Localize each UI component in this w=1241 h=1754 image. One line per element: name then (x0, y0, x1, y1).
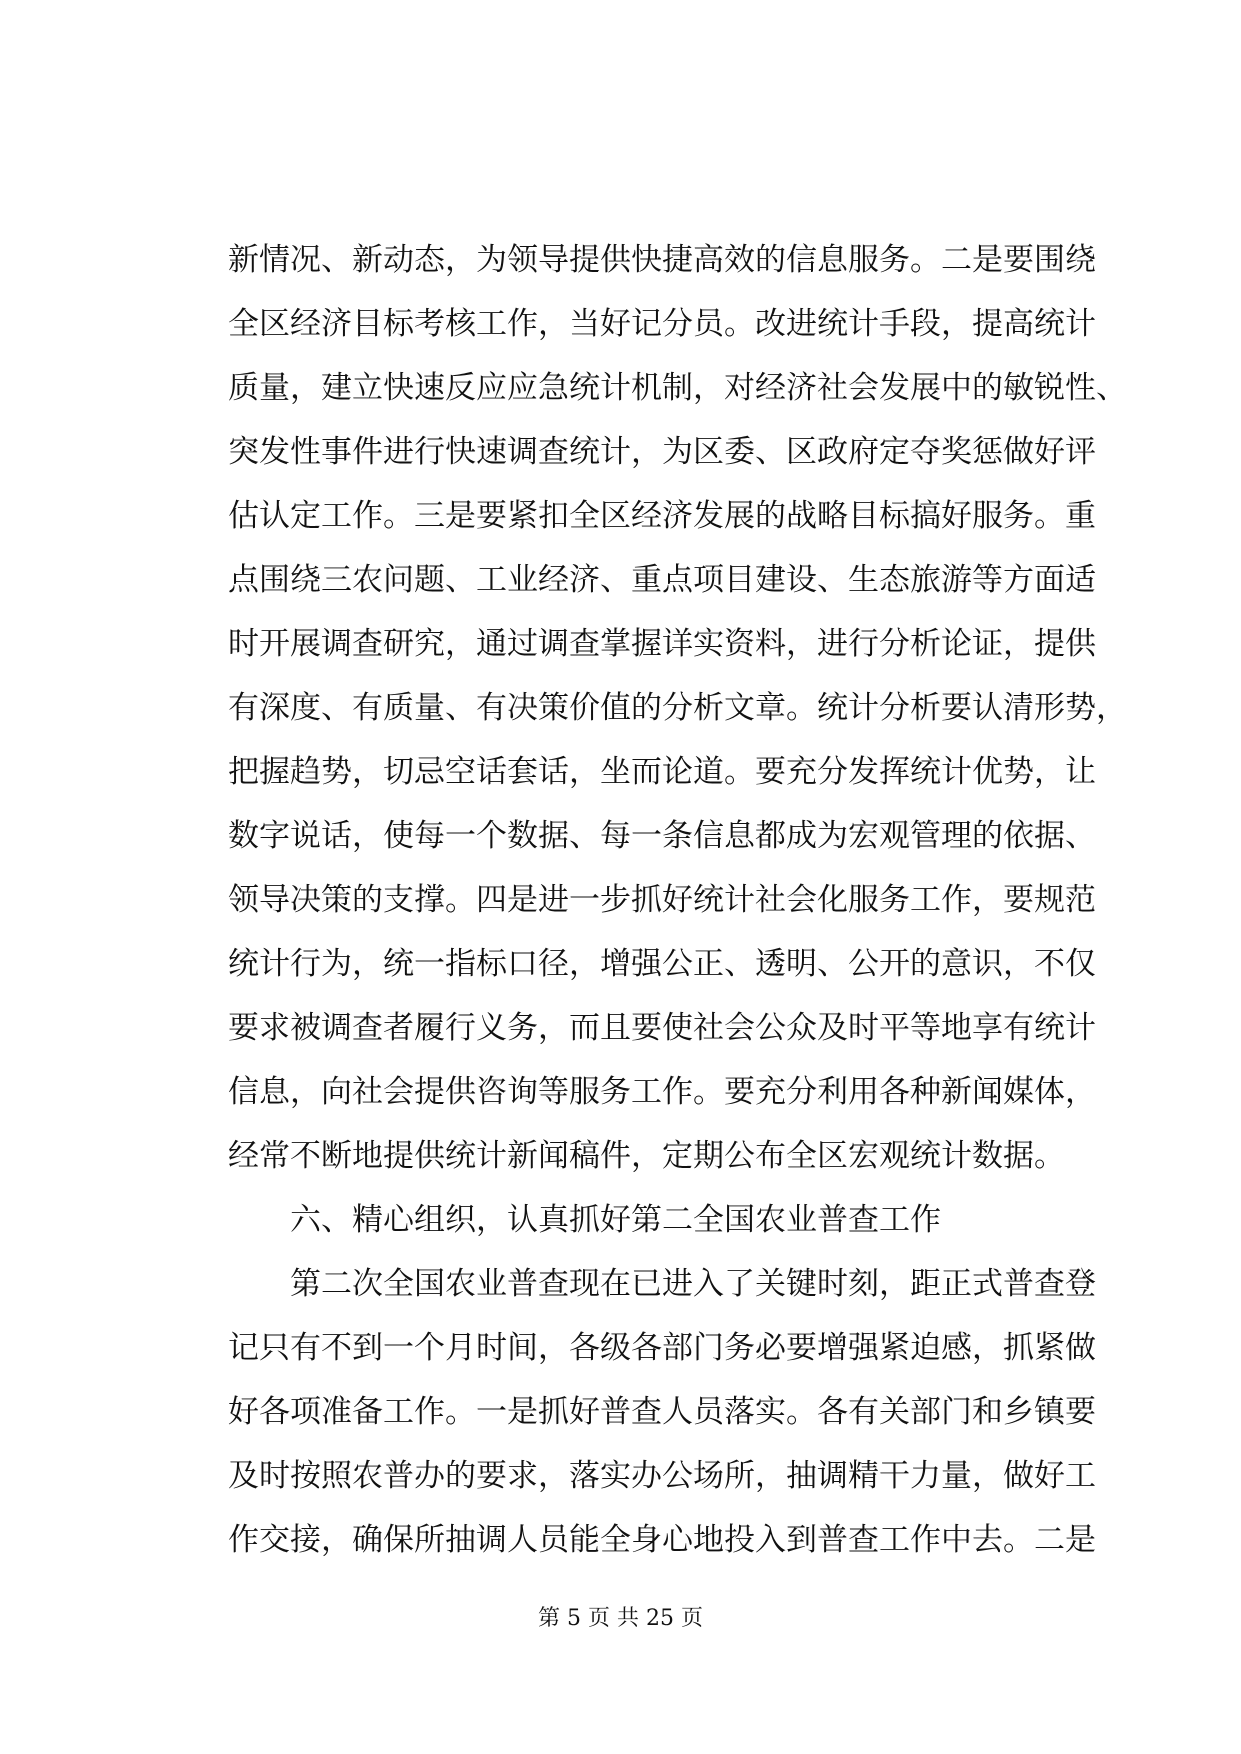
text-line: 记只有不到一个月时间，各级各部门务必要增强紧迫感，抓紧做 (228, 1330, 1096, 1366)
text-line: 统计行为，统一指标口径，增强公正、透明、公开的意识，不仅 (228, 946, 1096, 982)
text-line: 数字说话，使每一个数据、每一条信息都成为宏观管理的依据、 (228, 818, 1096, 854)
page-number: 第 5 页 共 25 页 (538, 1606, 703, 1631)
text-line: 要求被调查者履行义务，而且要使社会公众及时平等地享有统计 (228, 1010, 1096, 1046)
section-heading: 六、精心组织，认真抓好第二全国农业普查工作 (228, 1202, 941, 1238)
page-footer (0, 1604, 1241, 1634)
text-line: 点围绕三农问题、工业经济、重点项目建设、生态旅游等方面适 (228, 562, 1096, 598)
text-line: 及时按照农普办的要求，落实办公场所，抽调精干力量，做好工 (228, 1458, 1096, 1494)
text-line: 信息，向社会提供咨询等服务工作。要充分利用各种新闻媒体， (228, 1074, 1096, 1110)
text-line: 领导决策的支撑。四是进一步抓好统计社会化服务工作，要规范 (228, 882, 1096, 918)
text-line: 全区经济目标考核工作，当好记分员。改进统计手段，提高统计 (228, 306, 1096, 342)
text-line: 有深度、有质量、有决策价值的分析文章。统计分析要认清形势， (228, 690, 1127, 726)
text-line: 第二次全国农业普查现在已进入了关键时刻，距正式普查登 (228, 1266, 1096, 1302)
document-body (228, 228, 1127, 1572)
text-line: 质量，建立快速反应应急统计机制，对经济社会发展中的敏锐性、 (228, 370, 1127, 406)
text-line: 时开展调查研究，通过调查掌握详实资料，进行分析论证，提供 (228, 626, 1096, 662)
text-line: 经常不断地提供统计新闻稿件，定期公布全区宏观统计数据。 (228, 1138, 1065, 1174)
text-line: 好各项准备工作。一是抓好普查人员落实。各有关部门和乡镇要 (228, 1394, 1096, 1430)
text-line: 新情况、新动态，为领导提供快捷高效的信息服务。二是要围绕 (228, 242, 1096, 278)
text-line: 估认定工作。三是要紧扣全区经济发展的战略目标搞好服务。重 (228, 498, 1096, 534)
text-line: 突发性事件进行快速调查统计，为区委、区政府定夺奖惩做好评 (228, 434, 1096, 470)
text-line: 把握趋势，切忌空话套话，坐而论道。要充分发挥统计优势，让 (228, 754, 1096, 790)
text-line: 作交接，确保所抽调人员能全身心地投入到普查工作中去。二是 (228, 1522, 1096, 1558)
